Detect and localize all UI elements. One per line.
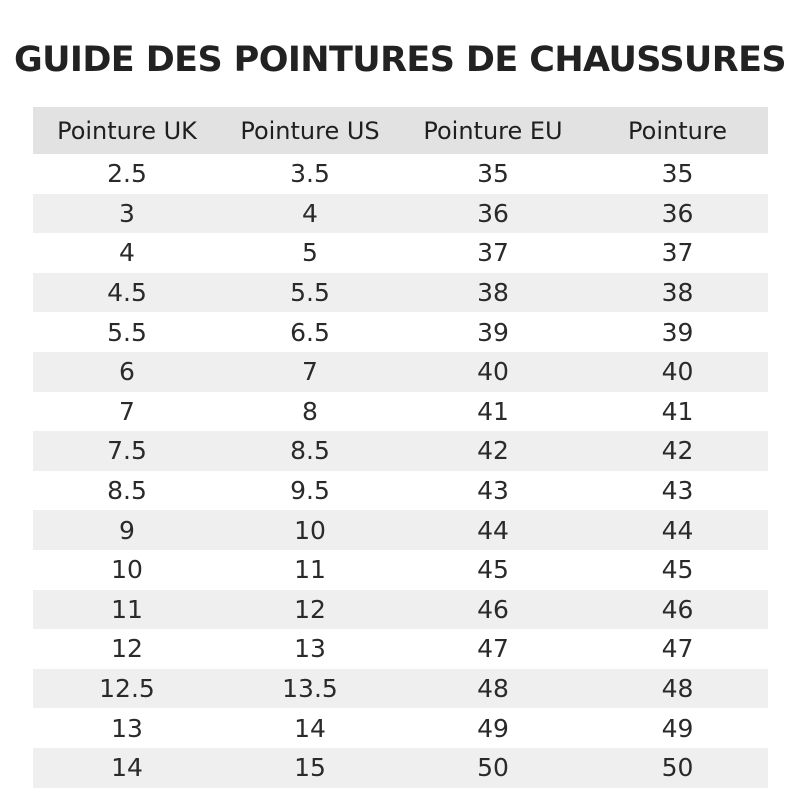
- cell-uk: 9: [119, 515, 135, 545]
- table-row: [33, 510, 768, 550]
- size-table: [33, 107, 768, 788]
- cell-eu: 38: [477, 278, 509, 308]
- cell-pointure: 50: [661, 753, 694, 783]
- cell-uk: 4.5: [107, 278, 147, 308]
- table-row: [33, 471, 768, 511]
- cell-uk: 7: [119, 396, 135, 426]
- cell-eu: 46: [477, 594, 509, 624]
- cell-uk: 5.5: [107, 317, 147, 347]
- cell-uk: 10: [111, 555, 143, 585]
- cell-pointure: 42: [661, 436, 694, 466]
- column-header-pointure: Pointure: [628, 116, 727, 145]
- table-row: [33, 352, 768, 392]
- cell-pointure: 39: [661, 317, 694, 347]
- table-row: [33, 629, 768, 669]
- cell-uk: 11: [111, 594, 143, 624]
- cell-us: 4: [302, 198, 318, 228]
- page-title: GUIDE DES POINTURES DE CHAUSSURES: [13, 40, 787, 80]
- cell-uk: 6: [119, 357, 135, 387]
- cell-pointure: 36: [661, 198, 694, 228]
- cell-us: 13: [294, 634, 326, 664]
- cell-uk: 12: [111, 634, 143, 664]
- table-row: [33, 194, 768, 234]
- table-row: [33, 431, 768, 471]
- cell-us: 9.5: [290, 476, 330, 506]
- cell-eu: 47: [477, 634, 509, 664]
- cell-us: 3.5: [290, 159, 330, 189]
- cell-pointure: 43: [661, 476, 694, 506]
- cell-eu: 36: [477, 198, 509, 228]
- table-row: [33, 392, 768, 432]
- cell-pointure: 44: [661, 515, 694, 545]
- table-body: [33, 154, 768, 788]
- cell-uk: 2.5: [107, 159, 147, 189]
- column-header-eu: Pointure EU: [423, 116, 563, 145]
- cell-pointure: 35: [661, 159, 694, 189]
- cell-eu: 48: [477, 674, 509, 704]
- cell-eu: 42: [477, 436, 509, 466]
- cell-eu: 43: [477, 476, 509, 506]
- table-row: [33, 708, 768, 748]
- cell-uk: 3: [119, 198, 135, 228]
- cell-eu: 44: [477, 515, 509, 545]
- cell-us: 12: [294, 594, 326, 624]
- cell-eu: 39: [477, 317, 509, 347]
- cell-eu: 49: [477, 713, 509, 743]
- cell-us: 10: [294, 515, 326, 545]
- table-row: [33, 273, 768, 313]
- cell-us: 13.5: [282, 674, 338, 704]
- table-row: [33, 590, 768, 630]
- table-row: [33, 154, 768, 194]
- cell-pointure: 38: [661, 278, 694, 308]
- table-row: [33, 748, 768, 788]
- cell-us: 5: [302, 238, 318, 268]
- cell-pointure: 47: [661, 634, 694, 664]
- cell-pointure: 41: [661, 396, 694, 426]
- table-row: [33, 233, 768, 273]
- table-row: [33, 669, 768, 709]
- cell-uk: 14: [111, 753, 143, 783]
- cell-us: 14: [294, 713, 326, 743]
- cell-pointure: 48: [661, 674, 694, 704]
- cell-us: 8: [302, 396, 318, 426]
- cell-pointure: 46: [661, 594, 694, 624]
- cell-pointure: 37: [661, 238, 694, 268]
- column-header-us: Pointure US: [240, 116, 380, 145]
- cell-uk: 13: [111, 713, 143, 743]
- cell-uk: 4: [119, 238, 135, 268]
- cell-eu: 50: [477, 753, 509, 783]
- cell-us: 5.5: [290, 278, 330, 308]
- cell-eu: 37: [477, 238, 509, 268]
- column-header-uk: Pointure UK: [57, 116, 197, 145]
- table-row: [33, 550, 768, 590]
- cell-pointure: 40: [661, 357, 694, 387]
- cell-eu: 35: [477, 159, 509, 189]
- cell-uk: 7.5: [107, 436, 147, 466]
- table-header-row: [33, 107, 768, 154]
- cell-uk: 8.5: [107, 476, 147, 506]
- cell-uk: 12.5: [99, 674, 155, 704]
- table-row: [33, 312, 768, 352]
- cell-eu: 41: [477, 396, 509, 426]
- cell-us: 6.5: [290, 317, 330, 347]
- cell-us: 7: [302, 357, 318, 387]
- cell-us: 15: [294, 753, 326, 783]
- cell-pointure: 49: [661, 713, 694, 743]
- cell-us: 8.5: [290, 436, 330, 466]
- cell-eu: 40: [477, 357, 509, 387]
- cell-us: 11: [294, 555, 326, 585]
- cell-pointure: 45: [661, 555, 694, 585]
- cell-eu: 45: [477, 555, 509, 585]
